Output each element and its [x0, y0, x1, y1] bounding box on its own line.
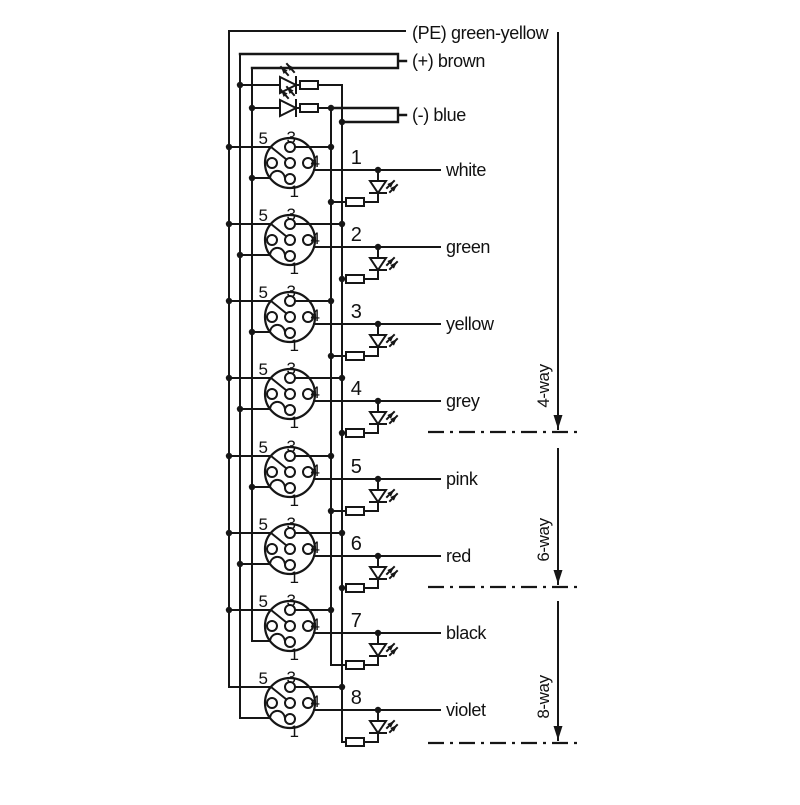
pin-label-4: 4 [310, 615, 320, 634]
channel-number-8: 8 [350, 687, 362, 709]
junction-dot [375, 707, 381, 713]
group-label-4way: 4-way [534, 364, 553, 408]
pin-label-3: 3 [286, 514, 296, 533]
pin-label-3: 3 [286, 668, 296, 687]
resistor-4 [346, 429, 364, 437]
plus-to-pin1-wire [240, 711, 285, 718]
junction-dot [226, 298, 232, 304]
junction-dot [328, 607, 334, 613]
pin-label-1: 1 [289, 413, 299, 432]
led-emission-arrow [387, 335, 394, 342]
led-emission-arrow [387, 490, 394, 497]
pin-label-1: 1 [289, 182, 299, 201]
junction-dot [237, 406, 243, 412]
socket-pin [285, 698, 295, 708]
socket-pin [267, 698, 277, 708]
junction-dot [328, 453, 334, 459]
led-diode-symbol [370, 644, 386, 656]
junction-dot [375, 476, 381, 482]
wire-color-label-5: pink [446, 469, 478, 489]
socket-pin [267, 312, 277, 322]
led-emission-arrow [390, 185, 397, 192]
junction-dot [328, 105, 334, 111]
pin-label-5: 5 [258, 438, 268, 457]
led-emission-arrow [387, 644, 394, 651]
junction-dot [328, 353, 334, 359]
socket-pin [267, 467, 277, 477]
channel-number-3: 3 [350, 301, 362, 323]
junction-dot [249, 484, 255, 490]
junction-dot [328, 298, 334, 304]
resistor-2 [346, 275, 364, 283]
led-diode-symbol [370, 258, 386, 270]
pin-label-4: 4 [310, 461, 320, 480]
wire-color-label-1: white [446, 160, 487, 180]
junction-dot [226, 607, 232, 613]
junction-dot [339, 430, 345, 436]
resistor-7 [346, 661, 364, 669]
pin-label-3: 3 [286, 437, 296, 456]
pin-label-5: 5 [258, 592, 268, 611]
junction-dot [375, 630, 381, 636]
pin-label-4: 4 [310, 383, 320, 402]
pin-label-4: 4 [310, 538, 320, 557]
led-emission-arrow [390, 262, 397, 269]
led-diode-symbol [370, 490, 386, 502]
minus-wire-label: (-) blue [412, 105, 466, 125]
pin-label-1: 1 [289, 645, 299, 664]
socket-pin [267, 389, 277, 399]
led-emission-arrow [387, 412, 394, 419]
resistor-8 [346, 738, 364, 746]
resistor-6 [346, 584, 364, 592]
junction-dot [237, 252, 243, 258]
pe-to-pin5-wire [229, 147, 287, 160]
pin-label-1: 1 [289, 491, 299, 510]
led-emission-arrow [387, 258, 394, 265]
junction-dot [226, 144, 232, 150]
socket-pin [285, 621, 295, 631]
junction-dot [328, 144, 334, 150]
led-diode-symbol [280, 100, 296, 116]
plus-to-pin1-wire [240, 557, 285, 564]
led-emission-arrow [390, 725, 397, 732]
wire-color-label-6: red [446, 546, 471, 566]
pin-label-1: 1 [289, 259, 299, 278]
channel-number-4: 4 [350, 378, 362, 400]
plus-to-pin1-wire [240, 248, 285, 255]
led-diode-symbol [370, 567, 386, 579]
pin-label-5: 5 [258, 669, 268, 688]
pin-label-3: 3 [286, 282, 296, 301]
junction-dot [328, 508, 334, 514]
channel-2 [226, 205, 490, 283]
led-emission-arrow [387, 181, 394, 188]
channel-1 [226, 128, 487, 206]
junction-dot [375, 321, 381, 327]
pe-wire-label: (PE) green-yellow [412, 23, 549, 43]
group-label-6way: 6-way [534, 518, 553, 562]
junction-dot [226, 375, 232, 381]
pe-to-pin5-wire [229, 687, 287, 700]
plus-wire-label: (+) brown [412, 51, 485, 71]
socket-pin [285, 312, 295, 322]
pin-label-4: 4 [310, 152, 320, 171]
resistor-5 [346, 507, 364, 515]
pin-label-1: 1 [289, 336, 299, 355]
group-label-8way: 8-way [534, 675, 553, 719]
junction-dot [226, 221, 232, 227]
junction-dot [339, 276, 345, 282]
pin-label-1: 1 [289, 568, 299, 587]
led-emission-arrow [390, 416, 397, 423]
resistor-1 [346, 198, 364, 206]
resistor-3 [346, 352, 364, 360]
junction-dot [339, 119, 345, 125]
resistor [300, 104, 318, 112]
junction-dot [339, 530, 345, 536]
pe-to-pin5-wire [229, 533, 287, 546]
junction-dot [375, 244, 381, 250]
pin-label-1: 1 [289, 722, 299, 741]
led-emission-arrow [387, 567, 394, 574]
junction-dot [339, 684, 345, 690]
pin-label-4: 4 [310, 306, 320, 325]
junction-dot [375, 167, 381, 173]
wire-color-label-3: yellow [446, 314, 494, 334]
pe-to-pin5-wire [229, 456, 287, 469]
led-diode-symbol [370, 721, 386, 733]
channel-6 [226, 514, 471, 592]
led-emission-arrow [390, 571, 397, 578]
channels-layer [226, 128, 495, 746]
junction-dot [375, 398, 381, 404]
led-emission-arrow [390, 494, 397, 501]
channel-number-2: 2 [350, 224, 362, 246]
channel-7 [226, 591, 488, 669]
channel-3 [226, 282, 495, 360]
pin-label-3: 3 [286, 205, 296, 224]
socket-pin [285, 467, 295, 477]
pe-to-pin5-wire [229, 301, 287, 314]
resistor [300, 81, 318, 89]
junction-dot [375, 553, 381, 559]
pin-label-4: 4 [310, 692, 320, 711]
socket-pin [285, 389, 295, 399]
led-diode-symbol [370, 412, 386, 424]
wire-color-label-7: black [446, 623, 487, 643]
junction-dot [226, 453, 232, 459]
junction-dot [339, 585, 345, 591]
pin-label-5: 5 [258, 360, 268, 379]
pin-label-3: 3 [286, 128, 296, 147]
pin-label-5: 5 [258, 283, 268, 302]
pe-to-pin5-wire [229, 610, 287, 623]
junction-dot [339, 375, 345, 381]
socket-pin [267, 544, 277, 554]
channel-number-6: 6 [350, 533, 362, 555]
led-diode-symbol [370, 181, 386, 193]
pin-label-5: 5 [258, 206, 268, 225]
channel-4 [226, 359, 480, 437]
led-emission-arrow [390, 339, 397, 346]
channel-8 [229, 668, 486, 746]
pin-label-5: 5 [258, 129, 268, 148]
wire-color-label-8: violet [446, 700, 486, 720]
junction-dot [249, 105, 255, 111]
junction-dot [249, 175, 255, 181]
plus-bus-bar [240, 54, 406, 68]
plus-to-pin1-wire [240, 402, 285, 409]
socket-pin [267, 158, 277, 168]
socket-pin [285, 235, 295, 245]
channel-5 [226, 437, 479, 515]
junction-dot [328, 199, 334, 205]
junction-dot [237, 82, 243, 88]
pe-to-pin5-wire [229, 224, 287, 237]
junction-dot [226, 530, 232, 536]
pin-label-3: 3 [286, 591, 296, 610]
led-emission-arrow [387, 721, 394, 728]
socket-pin [285, 158, 295, 168]
led-diode-symbol [370, 335, 386, 347]
channel-number-7: 7 [350, 610, 362, 632]
wire-color-label-2: green [446, 237, 491, 257]
led-emission-arrow [390, 648, 397, 655]
pin-label-3: 3 [286, 359, 296, 378]
channel-number-1: 1 [350, 147, 362, 169]
pin-label-4: 4 [310, 229, 320, 248]
wire-color-label-4: grey [446, 391, 480, 411]
socket-pin [267, 235, 277, 245]
socket-pin [267, 621, 277, 631]
channel-number-5: 5 [350, 456, 362, 478]
junction-dot [339, 221, 345, 227]
pin-label-5: 5 [258, 515, 268, 534]
socket-pin [285, 544, 295, 554]
pe-to-pin5-wire [229, 378, 287, 391]
junction-dot [249, 329, 255, 335]
junction-dot [237, 561, 243, 567]
